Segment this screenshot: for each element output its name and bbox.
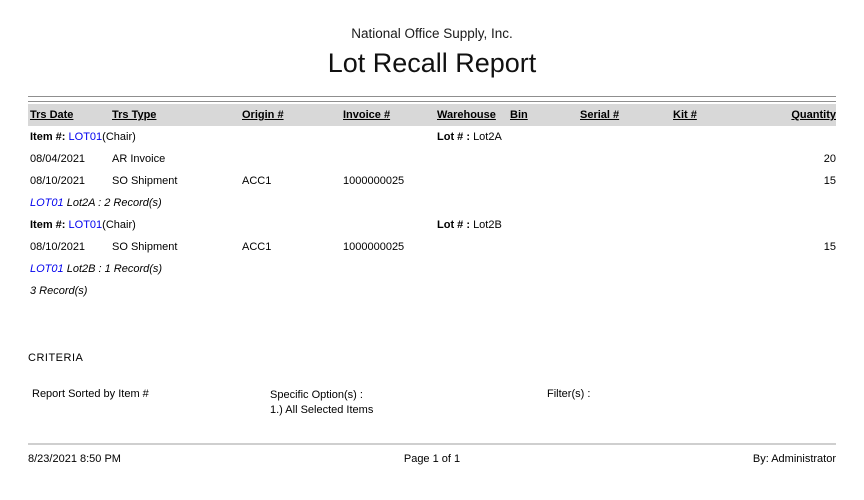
item-description: (Chair) bbox=[102, 131, 136, 143]
trs-type-cell: AR Invoice bbox=[112, 153, 166, 165]
grand-total-row bbox=[28, 280, 836, 302]
item-code-link[interactable]: LOT01 bbox=[68, 219, 103, 231]
table-row bbox=[28, 148, 836, 170]
quantity-cell: 20 bbox=[823, 153, 836, 165]
group-summary bbox=[30, 263, 836, 275]
criteria-specific-options bbox=[270, 388, 373, 418]
quantity-cell: 15 bbox=[823, 175, 836, 187]
group-summary bbox=[30, 197, 836, 209]
item-description: (Chair) bbox=[102, 219, 136, 231]
invoice-cell: 1000000025 bbox=[343, 175, 405, 187]
column-header-trs-type: Trs Type bbox=[112, 109, 157, 121]
footer-page-number: Page 1 of 1 bbox=[403, 453, 461, 465]
lot-label: Lot # : bbox=[437, 219, 470, 231]
column-header-quantity: Quantity bbox=[791, 109, 836, 121]
footer-generated-by: By: Administrator bbox=[752, 453, 836, 465]
column-header-kit: Kit # bbox=[673, 109, 697, 121]
footer-divider bbox=[28, 443, 836, 445]
group-header-row bbox=[28, 126, 836, 148]
lot-header bbox=[437, 131, 836, 143]
trs-type-cell: SO Shipment bbox=[112, 241, 178, 253]
lot-value: Lot2A bbox=[473, 131, 502, 143]
specific-options-label: Specific Option(s) : bbox=[270, 389, 363, 401]
summary-item-code-link[interactable]: LOT01 bbox=[30, 197, 64, 209]
invoice-cell: 1000000025 bbox=[343, 241, 405, 253]
trs-date-cell: 08/04/2021 bbox=[30, 153, 86, 165]
table-body bbox=[28, 126, 836, 302]
column-header-invoice: Invoice # bbox=[343, 109, 391, 121]
trs-type-cell: SO Shipment bbox=[112, 175, 178, 187]
summary-item-code-link[interactable]: LOT01 bbox=[30, 263, 64, 275]
column-header-bin: Bin bbox=[510, 109, 528, 121]
column-header-serial: Serial # bbox=[580, 109, 620, 121]
footer-datetime: 8/23/2021 8:50 PM bbox=[28, 453, 121, 465]
criteria-heading: CRITERIA bbox=[28, 352, 84, 364]
summary-count: : 1 Record(s) bbox=[98, 263, 163, 275]
group-summary-row bbox=[28, 192, 836, 214]
item-header bbox=[30, 131, 437, 143]
trs-date-cell: 08/10/2021 bbox=[30, 175, 86, 187]
column-header-warehouse: Warehouse bbox=[437, 109, 496, 121]
title-divider bbox=[28, 96, 836, 102]
item-code-link[interactable]: LOT01 bbox=[68, 131, 103, 143]
summary-lot: Lot2B bbox=[66, 263, 96, 275]
page-title: Lot Recall Report bbox=[327, 48, 537, 78]
group-header-row bbox=[28, 214, 836, 236]
item-label: Item #: bbox=[30, 219, 66, 231]
criteria-sorted-by: Report Sorted by Item # bbox=[32, 388, 149, 400]
summary-lot: Lot2A bbox=[66, 197, 96, 209]
grand-total: 3 Record(s) bbox=[30, 285, 88, 297]
table-row bbox=[28, 170, 836, 192]
company-name: National Office Supply, Inc. bbox=[351, 26, 513, 41]
origin-cell: ACC1 bbox=[242, 175, 272, 187]
specific-options-value: 1.) All Selected Items bbox=[270, 404, 374, 416]
criteria-filters-label: Filter(s) : bbox=[547, 388, 591, 400]
trs-date-cell: 08/10/2021 bbox=[30, 241, 86, 253]
table-row bbox=[28, 236, 836, 258]
group-summary-row bbox=[28, 258, 836, 280]
item-header bbox=[30, 219, 437, 231]
lot-header bbox=[437, 219, 836, 231]
lot-value: Lot2B bbox=[473, 219, 502, 231]
table-header-row bbox=[28, 104, 836, 126]
summary-count: : 2 Record(s) bbox=[98, 197, 162, 209]
quantity-cell: 15 bbox=[823, 241, 836, 253]
column-header-origin: Origin # bbox=[242, 109, 284, 121]
column-header-trs-date: Trs Date bbox=[30, 109, 74, 121]
lot-label: Lot # : bbox=[437, 131, 470, 143]
origin-cell: ACC1 bbox=[242, 241, 272, 253]
item-label: Item #: bbox=[30, 131, 66, 143]
